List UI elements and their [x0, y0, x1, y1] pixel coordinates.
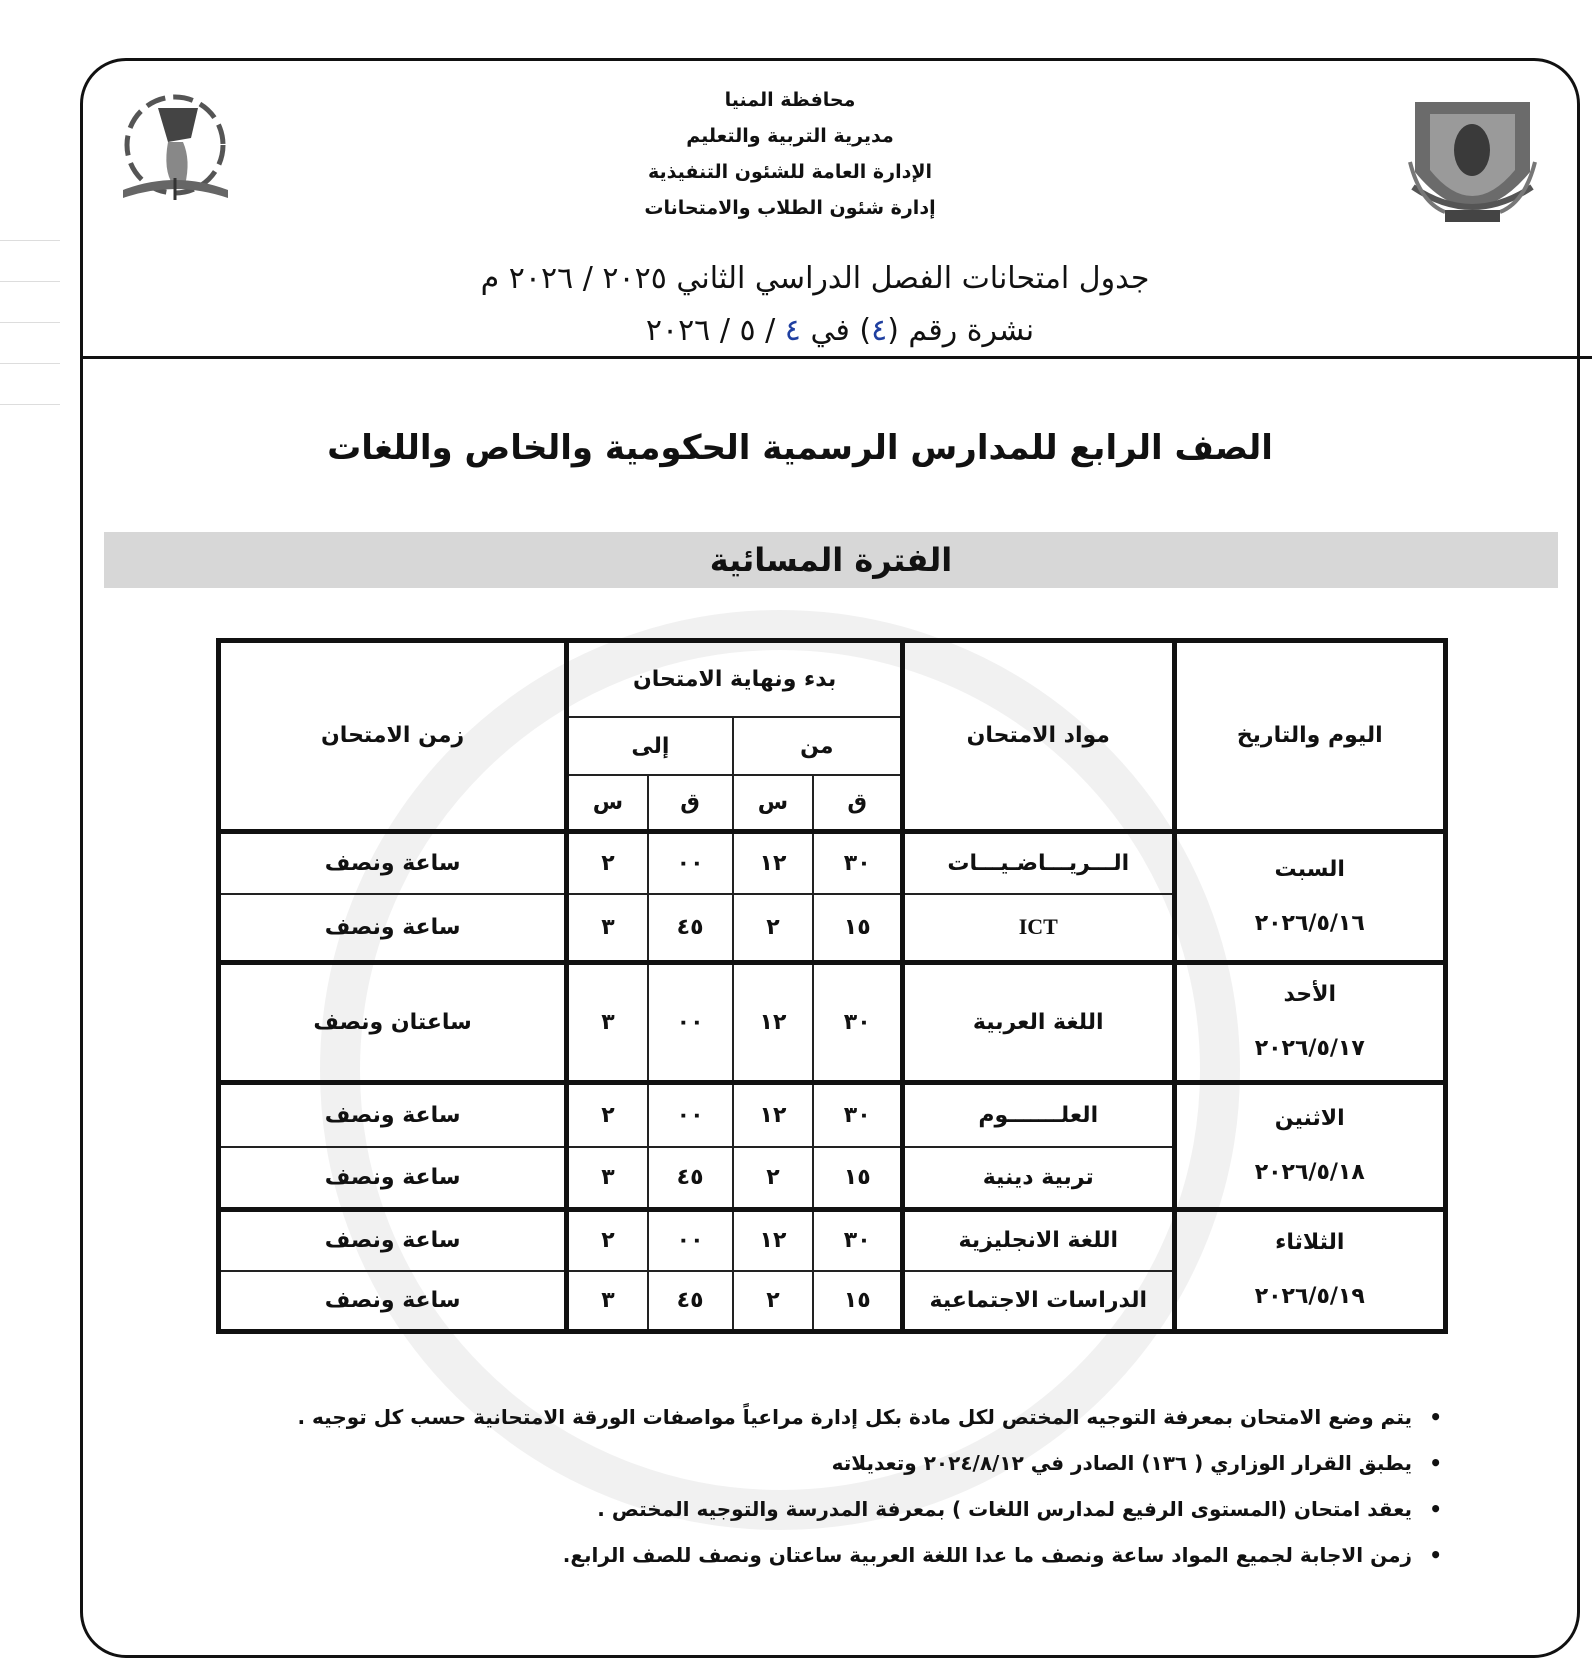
duration-cell: ساعة ونصف — [219, 1147, 567, 1209]
from-minutes-cell: ٣٠ — [813, 962, 902, 1082]
from-hours-cell: ٢ — [733, 894, 814, 962]
to-hours-cell: ٣ — [567, 962, 648, 1082]
to-hours-cell: ٣ — [567, 894, 648, 962]
bulletin-prefix: نشرة رقم ( — [887, 313, 1035, 348]
to-minutes-cell: ٠٠ — [648, 831, 733, 893]
from-minutes-cell: ١٥ — [813, 1147, 902, 1209]
to-hours-cell: ٣ — [567, 1147, 648, 1209]
list-item: • زمن الاجابة لجميع المواد ساعة ونصف ما عدا اللغة العربية ساعتان ونصف للصف الرابع. — [112, 1532, 1442, 1578]
header-to: إلى — [567, 717, 733, 775]
day-date-cell — [1174, 831, 1446, 962]
header-day-date: اليوم والتاريخ — [1174, 641, 1446, 832]
from-minutes-cell: ١٥ — [813, 894, 902, 962]
governorate-emblem-icon — [1405, 92, 1540, 232]
to-minutes-cell: ٠٠ — [648, 962, 733, 1082]
day-name: السبت — [1274, 856, 1345, 882]
subject-cell: الـــريـــاضـيـــات — [903, 831, 1175, 893]
from-hours-cell: ١٢ — [733, 831, 814, 893]
table-row — [219, 1209, 1446, 1271]
subject-cell: اللغة الانجليزية — [903, 1209, 1175, 1271]
subject-cell: اللغة العربية — [903, 962, 1175, 1082]
to-minutes-cell: ٤٥ — [648, 1147, 733, 1209]
header-line-directorate: مديرية التربية والتعليم — [686, 125, 894, 147]
notes-list — [112, 1394, 1442, 1578]
to-minutes-cell: ٤٥ — [648, 894, 733, 962]
bulletin-day: ٤ — [784, 313, 801, 348]
subject-cell: تربية دينية — [903, 1147, 1175, 1209]
schedule-title: جدول امتحانات الفصل الدراسي الثاني ٢٠٢٥ / ٢٠٢٦ م — [480, 261, 1150, 296]
header-start-end: بدء ونهاية الامتحان — [567, 641, 903, 718]
table-row — [219, 1082, 1446, 1146]
bulletin-line: نشرة رقم (٤) في ٤ / ٥ / ٢٠٢٦ — [645, 313, 1035, 348]
header-to-minutes: ق — [648, 775, 733, 831]
subject-cell: الدراسات الاجتماعية — [903, 1271, 1175, 1331]
to-hours-cell: ٣ — [567, 1271, 648, 1331]
bulletin-year: ٢٠٢٦ — [645, 313, 711, 348]
from-hours-cell: ٢ — [733, 1271, 814, 1331]
scan-margin-lines — [0, 200, 60, 800]
table-row — [219, 831, 1446, 893]
header-line-governorate: محافظة المنيا — [724, 89, 856, 111]
list-item: • يعقد امتحان (المستوى الرفيع لمدارس اللغات ) بمعرفة المدرسة والتوجيه المختص . — [112, 1486, 1442, 1532]
header-to-hours: س — [567, 775, 648, 831]
from-hours-cell: ١٢ — [733, 962, 814, 1082]
duration-cell: ساعة ونصف — [219, 894, 567, 962]
duration-cell: ساعة ونصف — [219, 831, 567, 893]
to-minutes-cell: ٠٠ — [648, 1082, 733, 1146]
from-minutes-cell: ٣٠ — [813, 1209, 902, 1271]
header-from-minutes: ق — [813, 775, 902, 831]
exam-date: ٢٠٢٦/٥/١٦ — [1254, 910, 1365, 936]
duration-cell: ساعة ونصف — [219, 1082, 567, 1146]
header-duration: زمن الامتحان — [219, 641, 567, 832]
from-hours-cell: ٢ — [733, 1147, 814, 1209]
exam-date: ٢٠٢٦/٥/١٩ — [1254, 1284, 1365, 1310]
header-from: من — [733, 717, 903, 775]
from-minutes-cell: ١٥ — [813, 1271, 902, 1331]
to-hours-cell: ٢ — [567, 1209, 648, 1271]
day-date-cell — [1174, 1082, 1446, 1209]
nefertiti-book-logo-icon — [113, 90, 238, 210]
grade-title: الصف الرابع للمدارس الرسمية الحكومية والخاص واللغات — [327, 428, 1273, 468]
subject-cell: ICT — [903, 894, 1175, 962]
to-minutes-cell: ٤٥ — [648, 1271, 733, 1331]
header-divider — [82, 356, 1592, 359]
from-minutes-cell: ٣٠ — [813, 831, 902, 893]
bulletin-number: ٤ — [871, 313, 888, 348]
subject-cell: العلـــــــوم — [903, 1082, 1175, 1146]
from-hours-cell: ١٢ — [733, 1082, 814, 1146]
day-name: الاثنين — [1274, 1105, 1345, 1131]
list-item: • يتم وضع الامتحان بمعرفة التوجيه المختص لكل مادة بكل إدارة مراعياً مواصفات الورقة الامتحانية حسب كل توجيه . — [112, 1394, 1442, 1440]
to-hours-cell: ٢ — [567, 1082, 648, 1146]
period-title: الفترة المسائية — [104, 532, 1558, 588]
day-date-cell — [1174, 962, 1446, 1082]
exam-date: ٢٠٢٦/٥/١٧ — [1254, 1036, 1365, 1062]
duration-cell: ساعتان ونصف — [219, 962, 567, 1082]
header-line-exams-admin: إدارة شئون الطلاب والامتحانات — [644, 197, 936, 219]
to-minutes-cell: ٠٠ — [648, 1209, 733, 1271]
from-minutes-cell: ٣٠ — [813, 1082, 902, 1146]
day-date-cell — [1174, 1209, 1446, 1332]
header-subjects: مواد الامتحان — [903, 641, 1175, 832]
bulletin-in-label: ) في — [810, 313, 872, 348]
list-item: • يطبق القرار الوزاري ( ١٣٦) الصادر في ٢٠٢٤/٨/١٢ وتعديلاته — [112, 1440, 1442, 1486]
table-row — [219, 962, 1446, 1082]
exam-schedule-table — [216, 638, 1448, 1334]
day-name: الثلاثاء — [1275, 1230, 1345, 1256]
to-hours-cell: ٢ — [567, 831, 648, 893]
header-line-general-admin: الإدارة العامة للشئون التنفيذية — [647, 161, 933, 183]
issuing-authority — [600, 82, 980, 226]
duration-cell: ساعة ونصف — [219, 1271, 567, 1331]
header-from-hours: س — [733, 775, 814, 831]
exam-date: ٢٠٢٦/٥/١٨ — [1254, 1159, 1365, 1185]
from-hours-cell: ١٢ — [733, 1209, 814, 1271]
duration-cell: ساعة ونصف — [219, 1209, 567, 1271]
day-name: الأحد — [1283, 982, 1336, 1008]
bulletin-month: ٥ — [739, 313, 756, 348]
